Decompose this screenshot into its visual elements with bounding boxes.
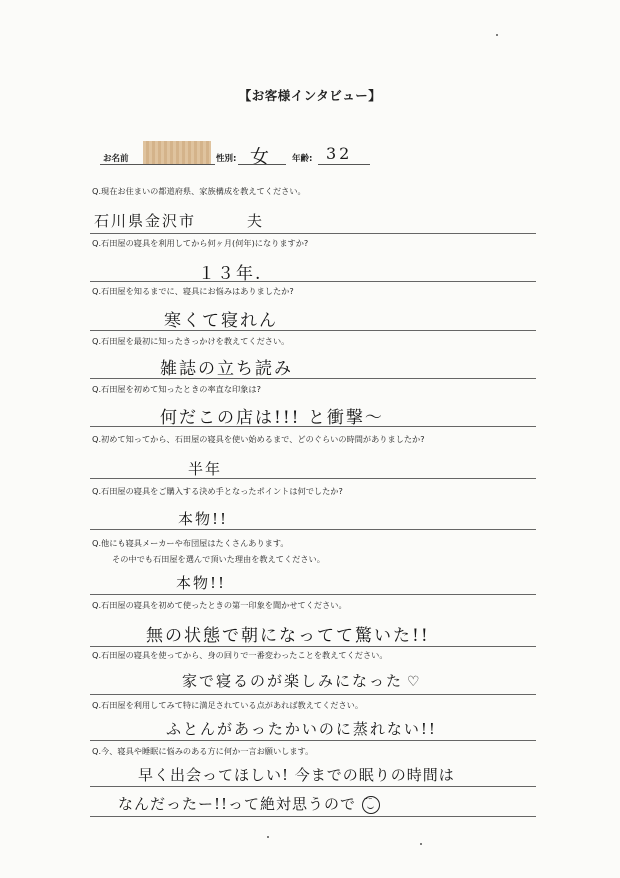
age-label: 年齢: [292,154,313,164]
answer-10 [182,670,422,691]
question-7: Q.石田屋の寝具をご購入する決め手となったポイントは何でしたか? [92,486,343,496]
answer-rule-9 [90,646,536,647]
answer-rule-8 [90,594,536,595]
answer-rule-4 [90,378,536,379]
question-4: Q.石田屋を最初に知ったきっかけを教えてください。 [92,336,290,346]
question-3: Q.石田屋を知るまでに、寝具にお悩みはありましたか? [92,286,294,296]
answer-8: 本物!! [176,574,227,592]
question-8: Q.他にも寝具メーカーや布団屋はたくさんあります。 [92,538,289,548]
name-label: お名前 [103,154,129,164]
answer-7: 本物!! [178,510,229,528]
answer-rule-7 [90,529,536,530]
answer-12-line-2-text: なんだったー!!って絶対思うので [118,795,357,813]
gender-value: 女 [250,146,270,168]
answer-3: 寒くて寝れん [164,311,278,331]
answer-rule-6 [90,478,536,479]
question-8-line-2: その中でも石田屋を選んで頂いた理由を教えてください。 [112,554,325,564]
question-2: Q.石田屋の寝具を利用してから何ヶ月(何年)になりますか? [92,238,309,248]
answer-6: 半年 [188,460,223,478]
answer-2: １３年. [198,264,263,284]
scan-speck [267,836,269,838]
question-12: Q.今、寝具や睡眠に悩みのある方に何か一言お願いします。 [92,746,314,756]
answer-10-text: 家で寝るのが楽しみになった [182,672,404,690]
age-underline [318,164,370,165]
answer-rule-10 [90,694,536,695]
gender-underline [238,164,286,165]
question-10: Q.石田屋の寝具を使ってから、身の回りで一番変わったことを教えてください。 [92,650,388,660]
redacted-name-tape [143,141,211,165]
scan-speck [420,843,422,845]
page-title: 【お客様インタビュー】 [238,88,382,103]
answer-rule-11 [90,740,536,741]
answer-rule-2 [90,281,536,282]
heart-icon: ♡ [407,674,422,690]
question-9: Q.石田屋の寝具を初めて使ったときの第一印象を聞かせてください。 [92,600,347,610]
answer-11: ふとんがあったかいのに蒸れない!! [166,720,437,738]
answer-rule-12b [90,816,536,817]
smiley-face-icon [362,796,380,814]
answer-12-line-2 [118,793,380,814]
answer-rule-1 [90,233,536,234]
question-5: Q.石田屋を初めて知ったときの率直な印象は? [92,384,261,394]
question-11: Q.石田屋を利用してみて特に満足されている点があれば教えてください。 [92,700,364,710]
gender-label: 性別: [216,154,237,164]
answer-rule-12 [90,786,536,787]
scan-speck [496,34,498,36]
age-value: 32 [326,144,353,163]
question-1: Q.現在お住まいの都道府県、家族構成を教えてください。 [92,186,306,196]
answer-rule-5 [90,426,536,427]
answer-1: 石川県金沢市 夫 [94,212,265,230]
question-6: Q.初めて知ってから、石田屋の寝具を使い始めるまで、どのぐらいの時間がありましたか? [92,434,425,444]
answer-4: 雑誌の立ち読み [160,359,293,379]
answer-12: 早く出会ってほしい! 今までの眠りの時間は [138,766,455,784]
answer-9: 無の状態で朝になってて驚いた!! [146,626,430,646]
name-underline [100,164,215,165]
answer-rule-3 [90,330,536,331]
answer-5: 何だこの店は!!! と衝撃〜 [160,408,384,428]
